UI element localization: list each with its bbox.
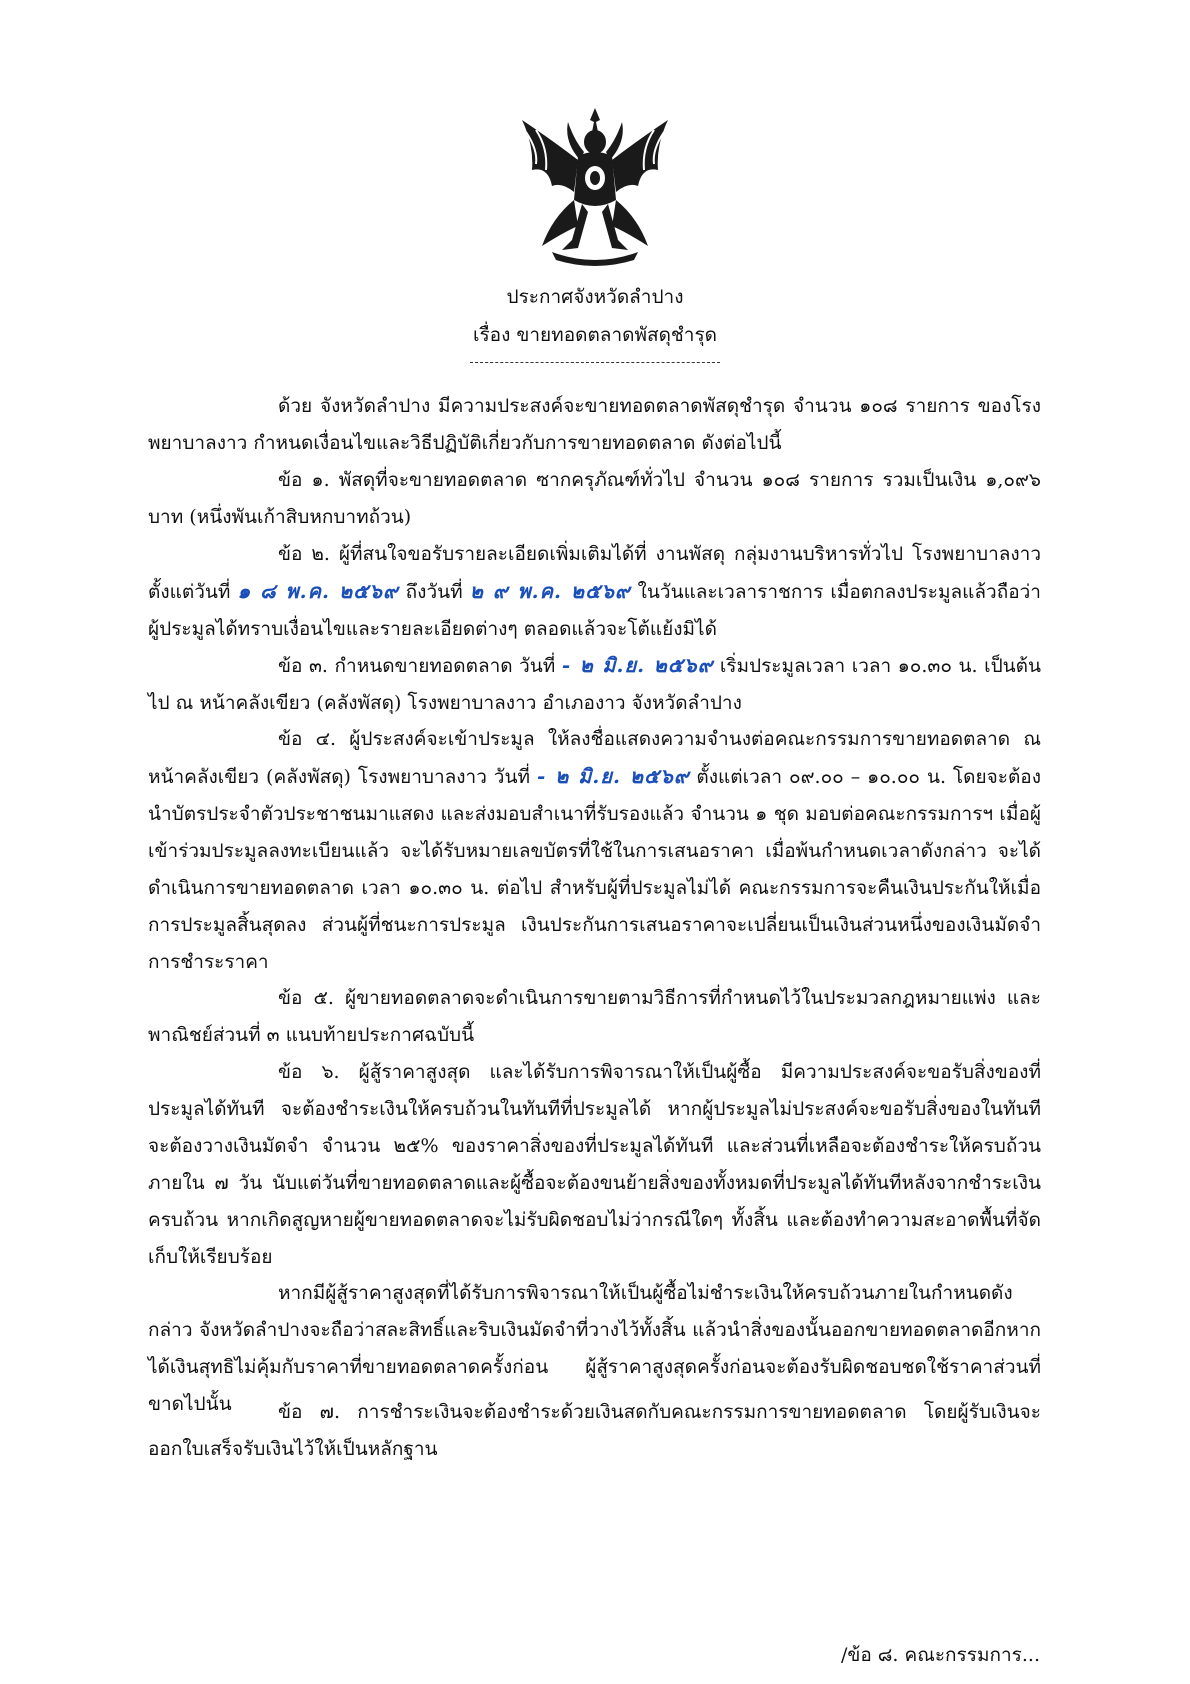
intro-paragraph: ด้วย จังหวัดลำปาง มีความประสงค์จะขายทอดตลาดพัสดุชำรุด จำนวน ๑๐๘ รายการ ของโรงพยาบาลงาว กำหนดเงื่อนไขและวิธีปฏิบัติเกี่ยวกับการขายทอดตลาด ดังต่อไปนี้ — [148, 395, 1041, 454]
announcement-title: ประกาศจังหวัดลำปาง — [506, 286, 684, 308]
title-separator — [470, 362, 720, 363]
clause-3-text-a: ข้อ ๓. กำหนดขายทอดตลาด วันที่ — [278, 655, 556, 677]
handwritten-date-end: ๒ ๙ พ.ค. ๒๕๖๙ — [469, 579, 631, 603]
clause-4-text-b: ตั้งแต่เวลา ๐๙.๐๐ – ๑๐.๐๐ น. โดยจะต้องนำบัตรประจำตัวประชาชนมาแสดง และส่งมอบสำเนาที่รับรองแล้ว จำนวน ๑ ชุด มอบต่อคณะกรรมการฯ เมื่อผู้เข้าร่วมประมูลลงทะเบียนแล้ว จะได้รับหมายเลขบัตรที่ใช้ในการเสนอราคา เมื่อพ้นกำหนดเวลาดังกล่าว จะได้ดำเนินการขายทอดตลาด เวลา ๑๐.๓๐ น. ต่อไป สำหรับผู้ที่ประมูลไม่ได้ คณะกรรมการจะคืนเงินประกันให้เมื่อการประมูลสิ้นสุดลง ส่วนผู้ที่ชนะการประมูล เงินประกันการเสนอราคาจะเปลี่ยนเป็นเงินส่วนหนึ่งของเงินมัดจำการชำระราคา — [148, 766, 1041, 973]
page-continuation-note: /ข้อ ๘. คณะกรรมการ... — [840, 1644, 1040, 1666]
clause-5: ข้อ ๕. ผู้ขายทอดตลาดจะดำเนินการขายตามวิธีการที่กำหนดไว้ในประมวลกฎหมายแพ่ง และพาณิชย์ส่วนที่ ๓ แนบท้ายประกาศฉบับนี้ — [148, 987, 1041, 1046]
clause-2 — [148, 536, 1041, 648]
garuda-emblem-icon — [512, 100, 678, 270]
announcement-subject: เรื่อง ขายทอดตลาดพัสดุชำรุด — [472, 324, 718, 346]
handwritten-date-start: ๑ ๘ พ.ค. ๒๕๖๙ — [237, 579, 399, 603]
clause-1: ข้อ ๑. พัสดุที่จะขายทอดตลาด ซากครุภัณฑ์ทั่วไป จำนวน ๑๐๘ รายการ รวมเป็นเงิน ๑,๐๙๖ บาท (หนึ่งพันเก้าสิบหกบาทถ้วน) — [148, 469, 1041, 528]
clause-2-text-b: ถึงวันที่ — [405, 581, 463, 603]
handwritten-auction-date: - ๒ มิ.ย. ๒๕๖๙ — [561, 653, 714, 677]
clause-3-text-b: เริ่มประมูลเวลา เวลา ๑๐.๓๐ น. เป็นต้นไป ณ หน้าคลังเขียว (คลังพัสดุ) โรงพยาบาลงาว อำเภองาว จังหวัดลำปาง — [148, 655, 1041, 714]
clause-6-continuation: หากมีผู้สู้ราคาสูงสุดที่ได้รับการพิจารณาให้เป็นผู้ซื้อไม่ชำระเงินให้ครบถ้วนภายในกำหนดดังกล่าว จังหวัดลำปางจะถือว่าสละสิทธิ์และริบเงินมัดจำที่วางไว้ทั้งสิ้น แล้วนำสิ่งของนั้นออกขายทอดตลาดอีกหากได้เงินสุทธิไม่คุ้มกับราคาที่ขายทอดตลาดครั้งก่อน ผู้สู้ราคาสูงสุดครั้งก่อนจะต้องรับผิดชอบชดใช้ราคาส่วนที่ขาดไปนั้น — [148, 1282, 1041, 1415]
clause-3 — [148, 647, 1041, 722]
handwritten-registration-date: - ๒ มิ.ย. ๒๕๖๙ — [536, 764, 690, 788]
clause-4-text-a: ข้อ ๔. ผู้ประสงค์จะเข้าประมูล ให้ลงชื่อแสดงความจำนงต่อคณะกรรมการขายทอดตลาด ณ หน้าคลังเขียว (คลังพัสดุ) โรงพยาบาลงาว วันที่ — [148, 728, 1041, 788]
clause-2-text-a: ข้อ ๒. ผู้ที่สนใจขอรับรายละเอียดเพิ่มเติมได้ที่ งานพัสดุ กลุ่มงานบริหารทั่วไป โรงพยาบาลงาว ตั้งแต่วันที่ — [148, 543, 1041, 603]
clause-7: ข้อ ๗. การชำระเงินจะต้องชำระด้วยเงินสดกับคณะกรรมการขายทอดตลาด โดยผู้รับเงินจะออกใบเสร็จรับเงินไว้ให้เป็นหลักฐาน — [148, 1401, 1041, 1460]
clause-4 — [148, 721, 1041, 981]
clause-2-text-c: ในวันและเวลาราชการ เมื่อตกลงประมูลแล้วถือว่าผู้ประมูลได้ทราบเงื่อนไขและรายละเอียดต่างๆ ตลอดแล้วจะโต้แย้งมิได้ — [148, 581, 1041, 640]
clause-6: ข้อ ๖. ผู้สู้ราคาสูงสุด และได้รับการพิจารณาให้เป็นผู้ซื้อ มีความประสงค์จะขอรับสิ่งของที่ประมูลได้ทันที จะต้องชำระเงินให้ครบถ้วนในทันทีที่ประมูลได้ หากผู้ประมูลไม่ประสงค์จะขอรับสิ่งของในทันทีจะต้องวางเงินมัดจำ จำนวน ๒๕% ของราคาสิ่งของที่ประมูลได้ทันที และส่วนที่เหลือจะต้องชำระให้ครบถ้วนภายใน ๗ วัน นับแต่วันที่ขายทอดตลาดและผู้ซื้อจะต้องขนย้ายสิ่งของทั้งหมดที่ประมูลได้ทันทีหลังจากชำระเงินครบถ้วน หากเกิดสูญหายผู้ขายทอดตลาดจะไม่รับผิดชอบไม่ว่ากรณีใดๆ ทั้งสิ้น และต้องทำความสะอาดพื้นที่จัดเก็บให้เรียบร้อย — [148, 1061, 1041, 1268]
